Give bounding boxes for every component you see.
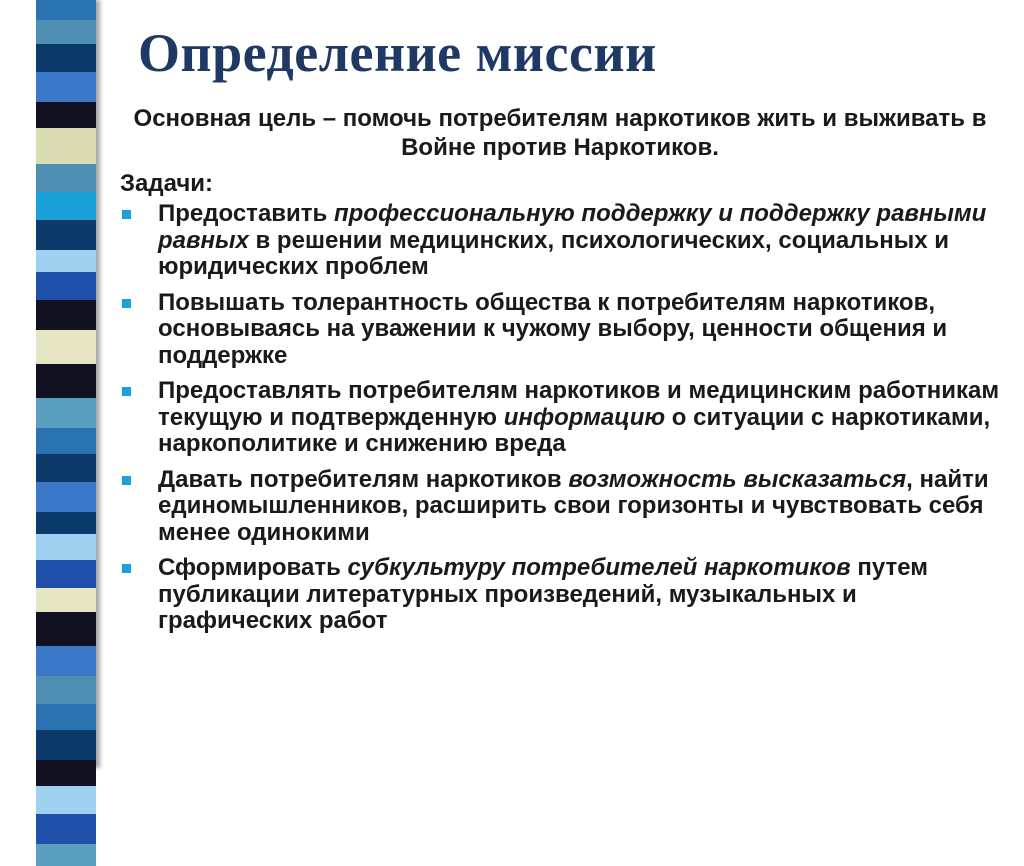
stripe-segment: [36, 786, 96, 814]
stripe-segment: [36, 730, 96, 760]
stripe-segment: [36, 612, 96, 646]
square-bullet-icon: [122, 387, 131, 396]
stripe-segment: [36, 588, 96, 612]
stripe-segment: [36, 20, 96, 44]
task-text: Предоставлять потребителям наркотиков и медицинским работникам текущую и подтвержденную: [158, 377, 1000, 431]
task-item: [120, 555, 1000, 635]
task-text: Давать потребителям наркотиков: [158, 465, 569, 493]
task-text: путем публикации литературных произведений, музыкальных и графических работ: [158, 554, 928, 634]
stripe-segment: [36, 760, 96, 786]
task-text: о ситуации с наркотиками, наркополитике и снижению вреда: [158, 403, 991, 457]
stripe-segment: [36, 398, 96, 428]
task-item: [120, 378, 1000, 458]
stripe-segment: [36, 454, 96, 482]
tasks-list: [120, 201, 1000, 644]
square-bullet-icon: [122, 210, 131, 219]
stripe-segment: [36, 330, 96, 364]
stripe-segment: [36, 44, 96, 72]
stripe-segment: [36, 364, 96, 398]
square-bullet-icon: [122, 299, 131, 308]
stripe-segment: [36, 844, 96, 866]
stripe-segment: [36, 676, 96, 704]
stripe-segment: [36, 192, 96, 220]
tasks-label: Задачи:: [120, 170, 214, 197]
stripe-segment: [36, 814, 96, 844]
task-text: в решении медицинских, психологических, социальных и юридических проблем: [158, 226, 949, 280]
stripe-segment: [36, 128, 96, 146]
stripe-segment: [36, 272, 96, 300]
stripe-segment: [36, 72, 96, 102]
square-bullet-icon: [122, 476, 131, 485]
slide-title: Определение миссии: [138, 23, 657, 83]
stripe-segment: [36, 220, 96, 250]
stripe-segment: [36, 646, 96, 676]
task-item: [120, 467, 1000, 547]
stripe-segment: [36, 102, 96, 128]
task-text: Сформировать: [158, 554, 348, 581]
stripe-segment: [36, 482, 96, 512]
task-emphasis: профессиональную поддержку и поддержку равными равных: [158, 200, 987, 254]
stripe-segment: [36, 704, 96, 730]
stripe-segment: [36, 300, 96, 330]
task-text: Повышать толерантность общества к потребителям наркотиков, основываясь на уважении к чужому выбору, ценности общения и поддержке: [158, 288, 948, 369]
stripe-segment: [36, 560, 96, 588]
task-emphasis: возможность высказаться: [568, 465, 907, 493]
task-item: [120, 201, 1000, 281]
task-text: , найти единомышленников, расширить свои горизонты и чувствовать себя менее одинокими: [158, 465, 989, 546]
stripe-segment: [36, 428, 96, 454]
square-bullet-icon: [122, 564, 131, 573]
stripe-segment: [36, 250, 96, 272]
mission-statement: Основная цель – помочь потребителям наркотиков жить и выживать в Войне против Наркотиков.: [133, 105, 987, 161]
stripe-segment: [36, 534, 96, 560]
stripe-segment: [36, 146, 96, 164]
task-emphasis: информацию: [503, 403, 666, 431]
stripe-segment: [36, 164, 96, 192]
stripe-segment: [36, 0, 96, 20]
task-item: [120, 290, 1000, 370]
task-emphasis: субкультуру потребителей наркотиков: [347, 554, 851, 581]
decorative-stripe-bar: [36, 0, 96, 768]
stripe-segment: [36, 512, 96, 534]
task-text: Предоставить: [158, 200, 334, 227]
